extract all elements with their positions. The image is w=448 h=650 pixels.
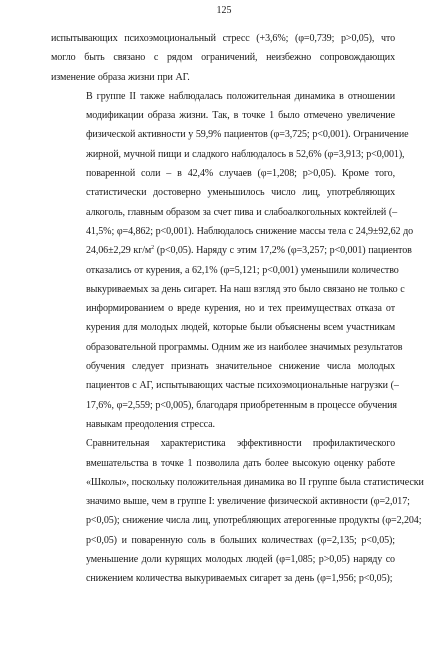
paragraph	[51, 434, 424, 588]
text-line: изменение образа жизни при АГ.	[51, 71, 190, 83]
text-line: модификации образа жизни. Так, в точке 1 было отмечено увеличение	[86, 110, 395, 122]
text-line: могло быть связано с рядом ограничений, неизбежно сопровождающих	[51, 52, 395, 64]
text-line: Сравнительная характеристика эффективности профилактического	[86, 438, 395, 450]
paragraph	[51, 29, 395, 87]
text-line: жирной, мучной пищи и сладкого наблюдалось в 52,6% (φ=3,913; p<0,001),	[86, 148, 405, 160]
text-line: 41,5%; φ=4,862; p<0,001). Наблюдалось снижение массы тела с 24,9±92,62 до	[86, 225, 414, 237]
paragraph	[51, 87, 414, 434]
text-line: навыкам преодоления стресса.	[86, 418, 215, 430]
text-line: p<0,05); снижение числа лиц, употребляющих атерогенные продукты (φ=2,204;	[86, 515, 422, 527]
text-line: выкуриваемых за день сигарет. На наш взгляд это было связано не только с	[86, 283, 405, 295]
text-line: p<0,05) и поваренную соль в больших количествах (φ=2,135; p<0,05);	[86, 534, 395, 546]
text-line: поваренной соли – в 42,4% случаев (φ=1,208; p>0,05). Кроме того,	[86, 168, 395, 180]
text-line: физической активности у 59,9% пациентов (φ=3,725; p<0,001). Ограничение	[86, 129, 409, 141]
text-line: образовательной программы. Одним же из наиболее значимых результатов	[86, 341, 403, 353]
text-line: отказались от курения, а 62,1% (φ=5,121; p<0,001) уменьшили количество	[86, 264, 399, 276]
text-line: уменьшение доли курящих молодых людей (φ=1,085; p>0,05) наряду со	[86, 554, 395, 566]
text-line: алкоголь, главным образом за счет пива и слабоалкогольных коктейлей (–	[86, 206, 398, 218]
text-line: обучения следует признать значительное снижение числа молодых	[86, 361, 395, 373]
text-line: «Школы», поскольку положительная динамика во II группе была статистически	[86, 476, 424, 488]
text-line: 17,6%, φ=2,559; p<0,005), благодаря приобретенным в процессе обучения	[86, 399, 397, 411]
text-line: В группе II также наблюдалась положительная динамика в отношении	[86, 90, 395, 102]
page-number: 125	[216, 5, 232, 16]
text-line: снижением количества выкуриваемых сигарет за день (φ=1,956; p<0,05);	[86, 573, 393, 585]
text-line: значимо выше, чем в группе I: увеличение физической активности (φ=2,017;	[86, 496, 410, 508]
text-line: информированием о вреде курения, но и тех преимуществах отказа от	[86, 303, 395, 315]
superscript: 2	[151, 245, 155, 252]
text-line: статистически достоверно уменьшилось число лиц, употребляющих	[86, 187, 395, 199]
text-line: курения для молодых людей, которые были объяснены всем участникам	[86, 322, 395, 334]
text-line: вмешательства в точке 1 позволила дать более высокую оценку работе	[86, 457, 395, 469]
text-line: 24,06±2,29 $кг/м^2$ (p<0,05). Наряду с этим 17,2% (φ=3,257; p<0,001) пациентов	[86, 245, 412, 257]
text-line: пациентов с АГ, испытывающих частые психоэмоциональные нагрузки (–	[86, 380, 399, 392]
body-text	[51, 29, 424, 589]
text-line: испытывающих психоэмоциональный стресс (+3,6%; (φ=0,739; p>0,05), что	[51, 33, 395, 44]
